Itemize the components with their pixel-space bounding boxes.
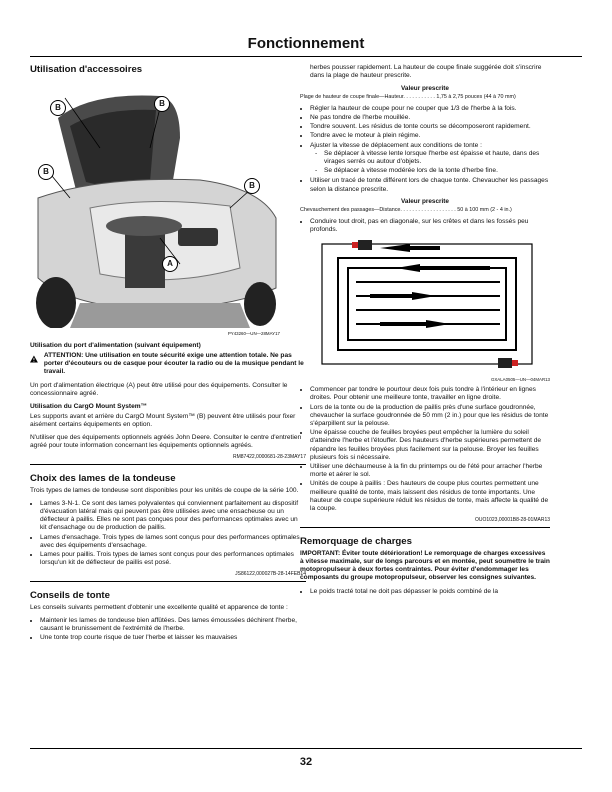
right-column: [300, 64, 550, 601]
callout-b-left: B: [38, 164, 54, 180]
left-column: [30, 64, 306, 646]
reference-code-1: RM87422,0000681-28-23MAY17: [232, 454, 306, 461]
tips-intro: Les conseils suivants permettent d'obtenir une excellente qualité et apparence de tonte :: [30, 604, 288, 612]
list-item: • Lames 3-N-1. Ce sont des lames polyvalentes qui conviennent parfaitement au dispositif d'évacuation latéral mais qui peuvent pas être utilisées avec une ensacheuse ou un déflecteur à paillis. Elles ne sont pas conçues pour des performances optimales avec un kit d'ensachage ou de production de paillis.: [40, 500, 306, 533]
valeur-prescrite-2-title: Valeur prescrite: [401, 197, 449, 205]
header-rule: [30, 56, 582, 57]
reference-code-3: OUO1023,00001B8-28-01MAR13: [474, 517, 550, 524]
mowing-pattern-list: [300, 386, 550, 513]
list-item: • Commencer par tondre le pourtour deux fois puis tondre à l'intérieur en lignes droites. Pour obtenir une meilleure tonte, travailler en ligne droite.: [310, 386, 550, 402]
list-item: • Lors de la tonte ou de la production de paillis près d'une surface goudronnée, chevaucher la surface goudronnée de 50 mm (2 in.) pour que les résidus de tonte s'éparpillent sur la pelouse.: [310, 404, 550, 429]
tips-list: [30, 617, 306, 643]
list-item: • Ne pas tondre de l'herbe mouillée.: [310, 114, 550, 122]
sublist-item: - Se déplacer à vitesse modérée lors de la tonte d'herbe fine.: [324, 167, 550, 175]
tips-heading: Conseils de tonte: [30, 590, 110, 602]
list-item: • Lames pour paillis. Trois types de lames sont conçus pour des performances optimales lorsqu'un kit de déflecteur de paillis est posé.: [40, 551, 306, 567]
figure2-code: GXALA0505—UN—04MAR13: [490, 377, 550, 383]
continuation-text: herbes pousser rapidement. La hauteur de coupe finale suggérée doit s'inscrire dans la plage de hauteur prescrite.: [310, 64, 542, 80]
footer-rule: [30, 748, 582, 749]
towing-heading: Remorquage de charges: [300, 536, 412, 548]
list-item: • Unités de coupe à paillis : Des hauteurs de coupe plus courtes permettent une meilleure qualité de tonte, mais laissent des résidus de tonte importants. Une hauteur de coupe supérieure réduit les résidus de tonte, mais affecte la qualité de la coupe.: [310, 480, 550, 513]
list-item: • Utiliser une déchaumeuse à la fin du printemps ou de l'été pour arracher l'herbe morte et aérer le sol.: [310, 463, 550, 479]
warning-text: ATTENTION: Une utilisation en toute sécurité exige une attention totale. Ne pas porter d'écouteurs ou de casque pour écouter la radio ou de la musique pendant le travail.: [43, 352, 304, 375]
tractor-illustration: [30, 78, 280, 328]
mowing-tips-list: [300, 105, 550, 194]
list-item: • Une épaisse couche de feuilles broyées peut empêcher la lumière du soleil d'atteindre l'herbe et l'étouffer. Des hauteurs d'herbe supérieures permettent de répandre les feuilles broyées plus facilement sur la pelouse. Broyer les feuilles plusieurs fois si nécessaire.: [310, 429, 550, 462]
cargo-heading: Utilisation du CargO Mount System™: [30, 402, 148, 410]
section-separator: [30, 581, 306, 582]
callout-b-top-right: B: [154, 96, 170, 112]
list-item: • Une tonte trop courte risque de tuer l'herbe et laisser les mauvaises: [40, 634, 306, 642]
blades-list: [30, 500, 306, 568]
tractor-figure: [30, 78, 280, 336]
power-port-text: Un port d'alimentation électrique (A) peut être utilisé pour des équipements. Consulter le concessionnaire agréé.: [30, 382, 288, 398]
list-item: • Tondre souvent. Les résidus de tonte courts se décomposeront rapidement.: [310, 123, 550, 131]
speed-sublist: [310, 150, 550, 176]
list-item: • Maintenir les lames de tondeuse bien affûtées. Des lames émoussées déchirent l'herbe, causant le brunissement de l'extrémité de l'herbe.: [40, 617, 306, 633]
blades-intro: Trois types de lames de tondeuse sont disponibles pour les unités de coupe de la série 100.: [30, 487, 299, 495]
list-item: • Utiliser un tracé de tonte différent lors de chaque tonte. Chevaucher les passages selon la distance prescrite.: [310, 177, 550, 193]
straight-line-list: [300, 218, 550, 234]
important-notice: IMPORTANT: Éviter toute détérioration! Le remorquage de charges excessives à vitesse maximale, sur de longs parcours et en montée, peut soumettre le train motopropulseur à deux fortes contraintes. Pour éviter d'endommager les composants du groupe motopropulseur, observer les consignes suivantes.: [300, 550, 550, 582]
reference-code-2: JS86122,000027B-28-14FEB14: [235, 571, 306, 578]
cargo-paragraph-1: Les supports avant et arrière du CargO Mount System™ (B) peuvent être utilisés pour fixer aisément certains équipements en option.: [30, 412, 296, 429]
list-item: • Lames d'ensachage. Trois types de lames sont conçus pour des performances optimales avec des équipements d'ensachage.: [40, 534, 306, 550]
section-separator: [30, 464, 306, 465]
warning-block: [30, 352, 306, 376]
valeur-prescrite-1-line: Plage de hauteur de coupe finale—Hauteur. . . . . . . . . . . 1,75 à 2,75 pouces (44 à 70 mm): [300, 93, 516, 100]
section-separator: [300, 527, 550, 528]
list-item: • Conduire tout droit, pas en diagonale, sur les crêtes et dans les fossés peu profonds.: [310, 218, 550, 234]
page-title: Fonctionnement: [247, 35, 365, 52]
accessories-heading: Utilisation d'accessoires: [30, 64, 143, 75]
list-item: • Tondre avec le moteur à plein régime.: [310, 132, 550, 140]
mowing-pattern-diagram: [300, 238, 550, 378]
list-item: • Régler la hauteur de coupe pour ne couper que 1/3 de l'herbe à la fois.: [310, 105, 550, 113]
towing-list: [300, 588, 550, 596]
valeur-prescrite-2-line: Chevauchement des passages—Distance. . . . . . . . . . . . . . . . . . . 50 à 100 mm (2 - 4 in.): [300, 206, 512, 213]
callout-b-right: B: [244, 178, 260, 194]
sublist-item: - Se déplacer à vitesse lente lorsque l'herbe est épaisse et haute, dans des virages serrés ou autour d'objets.: [324, 150, 550, 166]
callout-a: A: [162, 256, 178, 272]
list-item: • Ajuster la vitesse de déplacement aux conditions de tonte : - Se déplacer à vitesse lente lorsque l'herbe est épaisse et haute, dans des virages serrés ou autour d'objets. - Se déplacer à vitesse modérée lors de la tonte d'herbe fine.: [310, 142, 550, 176]
list-item: • Le poids tracté total ne doit pas dépasser le poids combiné de la: [310, 588, 550, 596]
blades-heading: Choix des lames de la tondeuse: [30, 473, 176, 485]
callout-b-top-left: B: [50, 100, 66, 116]
power-port-heading: Utilisation du port d'alimentation (suivant équipement): [30, 342, 201, 349]
figure1-code: PY43260—UN—28MAY17: [227, 331, 280, 336]
page-number: 32: [299, 756, 313, 768]
warning-triangle-icon: [30, 352, 38, 366]
valeur-prescrite-1-title: Valeur prescrite: [401, 84, 449, 92]
cargo-paragraph-2: N'utiliser que des équipements optionnels agréés John Deere. Consulter le centre d'entretien agréé pour toute information concernant les équipements optionnels agréés.: [30, 433, 302, 450]
mowing-pattern-figure: [300, 238, 550, 384]
